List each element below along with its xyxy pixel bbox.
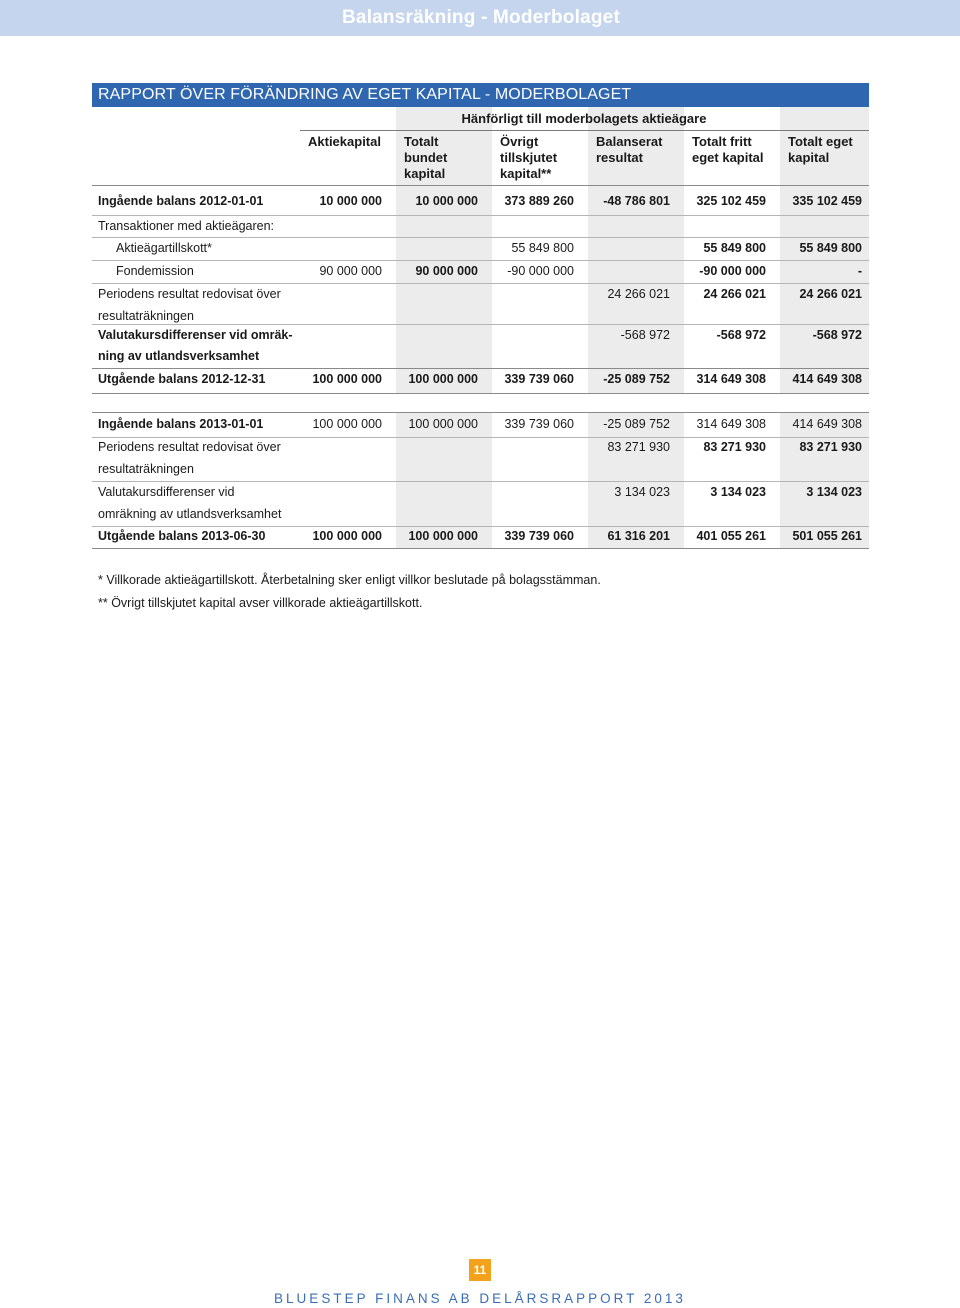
table-row: [92, 414, 869, 434]
row-label-line: resultaträkningen: [98, 462, 194, 476]
table-row: [92, 284, 869, 323]
row-value: 314 649 308: [696, 372, 766, 386]
table-row: [92, 325, 869, 363]
column-header-line: Totalt eget: [788, 134, 853, 149]
row-value: 100 000 000: [408, 372, 478, 386]
row-value: 339 739 060: [504, 417, 574, 431]
row-value: -: [857, 264, 862, 278]
row-label: [98, 284, 281, 326]
column-header-line: bundet: [404, 150, 448, 165]
row-label-line: omräkning av utlandsverksamhet: [98, 507, 282, 521]
column-header: [596, 134, 686, 166]
row-label: [116, 261, 194, 281]
row-rule: [92, 393, 869, 394]
row-value: -25 089 752: [603, 417, 670, 431]
row-value: 24 266 021: [607, 287, 670, 301]
row-value: 314 649 308: [696, 417, 766, 431]
row-label: [98, 414, 263, 434]
row-value: -48 786 801: [603, 194, 670, 208]
row-label-line: resultaträkningen: [98, 309, 194, 323]
footer-text: BLUESTEP FINANS AB DELÅRSRAPPORT 2013: [274, 1291, 686, 1306]
row-value: -25 089 752: [603, 372, 670, 386]
row-label-line: Valutakursdifferenser vid: [98, 485, 235, 499]
column-header-line: kapital**: [500, 166, 552, 181]
group-header-rule: [300, 130, 869, 131]
column-header-line: Aktiekapital: [308, 134, 381, 149]
row-value: 90 000 000: [415, 264, 478, 278]
page-number: 11: [469, 1259, 491, 1281]
row-value: 100 000 000: [312, 529, 382, 543]
column-header: [500, 134, 590, 182]
row-label: [98, 437, 281, 479]
row-value: 83 271 930: [799, 440, 862, 454]
row-value: -568 972: [716, 328, 766, 342]
row-label-line: Utgående balans 2013-06-30: [98, 529, 266, 543]
column-header-line: Totalt fritt: [692, 134, 752, 149]
row-value: 414 649 308: [792, 417, 862, 431]
table-row: [92, 369, 869, 389]
row-label-line: Transaktioner med aktieägaren:: [98, 219, 275, 233]
column-header: [308, 134, 398, 150]
row-value: 55 849 800: [511, 241, 574, 255]
table-row: [92, 482, 869, 521]
row-value: 10 000 000: [319, 194, 382, 208]
footnote-2: ** Övrigt tillskjutet kapital avser villkorade aktieägartillskott.: [98, 596, 423, 610]
table-row: [92, 526, 869, 546]
row-label: [98, 369, 265, 389]
column-header-line: Totalt: [404, 134, 439, 149]
row-value: -90 000 000: [507, 264, 574, 278]
group-header: Hänförligt till moderbolagets aktieägare: [461, 111, 707, 126]
row-value: -568 972: [620, 328, 670, 342]
row-label-line: Fondemission: [116, 264, 194, 278]
table-row: [92, 238, 869, 258]
column-header-line: eget kapital: [692, 150, 764, 165]
row-label: [98, 191, 263, 211]
row-label-line: Periodens resultat redovisat över: [98, 287, 281, 301]
report-title: RAPPORT ÖVER FÖRÄNDRING AV EGET KAPITAL - MODERBOLAGET: [98, 86, 632, 103]
row-value: 100 000 000: [408, 417, 478, 431]
row-label: [98, 482, 281, 524]
table-row: [92, 216, 869, 236]
column-header-line: kapital: [788, 150, 830, 165]
row-value: 83 271 930: [607, 440, 670, 454]
row-value: 100 000 000: [312, 372, 382, 386]
row-label-line: Ingående balans 2012-01-01: [98, 194, 264, 208]
row-value: 414 649 308: [792, 372, 862, 386]
row-rule: [92, 548, 869, 549]
top-banner: [0, 0, 960, 36]
row-value: 325 102 459: [696, 194, 766, 208]
row-value: -90 000 000: [699, 264, 766, 278]
row-value: 3 134 023: [806, 485, 862, 499]
row-value: 24 266 021: [799, 287, 862, 301]
section-rule: [92, 412, 869, 413]
table-row: [92, 437, 869, 476]
row-label-line: Aktieägartillskott*: [116, 241, 212, 255]
row-value: 55 849 800: [703, 241, 766, 255]
footnote-1: * Villkorade aktieägartillskott. Återbetalning sker enligt villkor beslutade på bolagsstämman.: [98, 573, 601, 587]
row-value: 100 000 000: [408, 529, 478, 543]
row-value: 90 000 000: [319, 264, 382, 278]
row-value: 100 000 000: [312, 417, 382, 431]
row-value: 335 102 459: [792, 194, 862, 208]
row-value: 3 134 023: [614, 485, 670, 499]
row-label: [98, 325, 293, 366]
row-value: 373 889 260: [504, 194, 574, 208]
row-value: 401 055 261: [696, 529, 766, 543]
row-value: 24 266 021: [703, 287, 766, 301]
row-label: [98, 526, 265, 546]
column-header-line: Balanserat: [596, 134, 663, 149]
row-label: [116, 238, 212, 258]
column-header: [788, 134, 878, 166]
row-value: 83 271 930: [703, 440, 766, 454]
row-label-line: Utgående balans 2012-12-31: [98, 372, 266, 386]
section-gap: [92, 393, 869, 412]
row-value: 3 134 023: [710, 485, 766, 499]
table-row: [92, 261, 869, 281]
row-label-line: Ingående balans 2013-01-01: [98, 417, 264, 431]
row-value: 10 000 000: [415, 194, 478, 208]
row-label-line: Periodens resultat redovisat över: [98, 440, 281, 454]
table-row: [92, 191, 869, 211]
column-header: [692, 134, 782, 166]
row-label-line: Valutakursdifferenser vid omräk-: [98, 328, 293, 342]
row-label: [98, 216, 274, 236]
row-label-line: ning av utlandsverksamhet: [98, 349, 260, 363]
row-value: 339 739 060: [504, 372, 574, 386]
page-title: Balansräkning - Moderbolaget: [342, 7, 620, 28]
column-header-line: tillskjutet: [500, 150, 558, 165]
column-header-line: resultat: [596, 150, 643, 165]
row-value: 501 055 261: [792, 529, 862, 543]
row-value: 339 739 060: [504, 529, 574, 543]
section-rule: [92, 185, 869, 186]
column-header: [404, 134, 494, 182]
row-value: 61 316 201: [607, 529, 670, 543]
row-value: 55 849 800: [799, 241, 862, 255]
column-header-line: Övrigt: [500, 134, 539, 149]
report-title-bar: [92, 83, 869, 107]
column-header-line: kapital: [404, 166, 446, 181]
row-value: -568 972: [812, 328, 862, 342]
